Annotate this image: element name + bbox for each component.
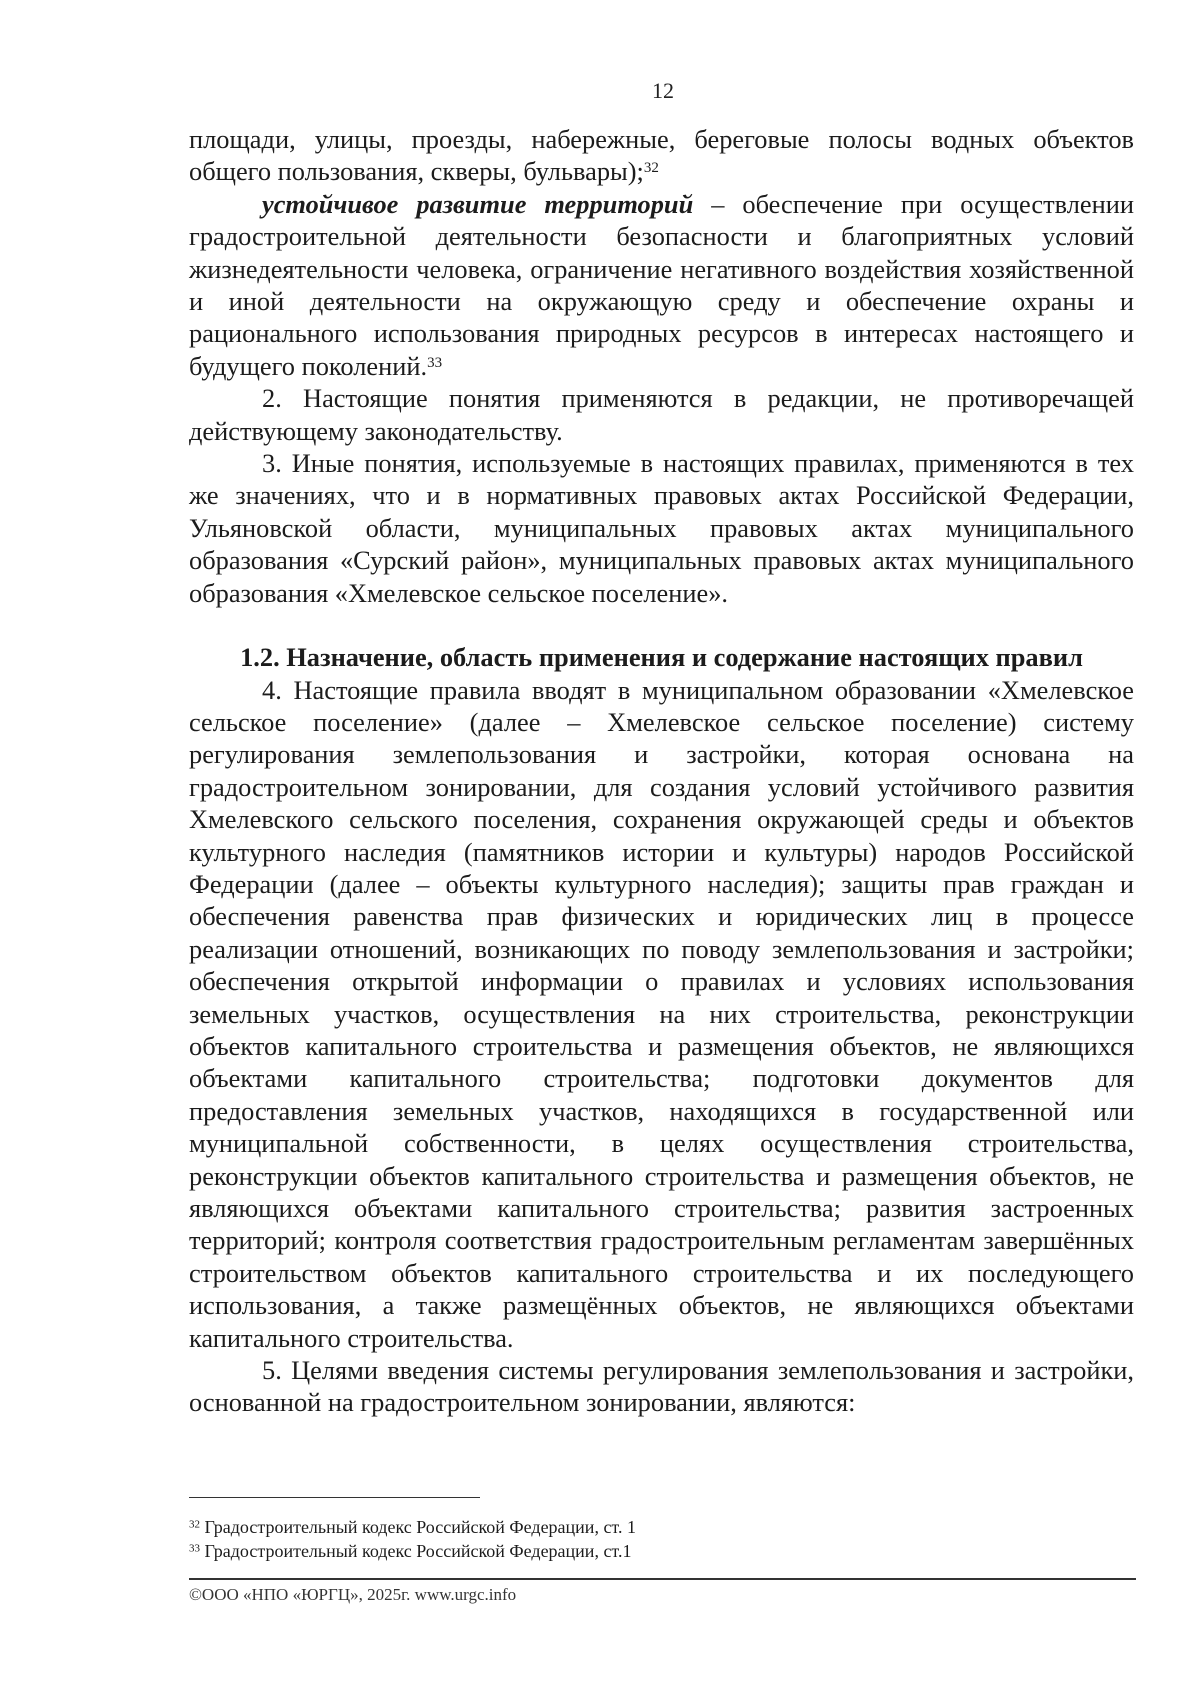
footnotes <box>189 1515 1134 1563</box>
footnote-33 <box>189 1539 1134 1563</box>
paragraph-4: 4. Настоящие правила вводят в муниципальном образовании «Хмелевское сельское поселение» (далее – Хмелевское сельское поселение) систему регулирования землепользования и застройки, которая основана на градостроительном зонировании, для создания условий устойчивого развития Хмелевского сельского поселения, сохранения окружающей среды и объектов культурного наследия (памятников истории и культуры) народов Российской Федерации (далее – объекты культурного наследия); защиты прав граждан и обеспечения равенства прав физических и юридических лиц в процессе реализации отношений, возникающих по поводу землепользования и застройки; обеспечения открытой информации о правилах и условиях использования земельных участков, осуществления на них строительства, реконструкции объектов капитального строительства и размещения объектов, не являющихся объектами капитального строительства; подготовки документов для предоставления земельных участков, находящихся в государственной или муниципальной собственности, в целях осуществления строительства, реконструкции объектов капитального строительства и размещения объектов, не являющихся объектами капитального строительства; развития застроенных территорий; контроля соответствия градостроительным регламентам завершённых строительством объектов капитального строительства и их последующего использования, а также размещённых объектов, не являющихся объектами капитального строительства. <box>189 674 1134 1353</box>
footnote-number: 32 <box>189 1518 200 1531</box>
footnote-32 <box>189 1515 1134 1539</box>
document-body <box>189 123 1134 1419</box>
paragraph-definition-public-areas <box>189 123 1134 188</box>
paragraph-2: 2. Настоящие понятия применяются в редакции, не противоречащей действующему законодательству. <box>189 383 1134 446</box>
footnote-number: 33 <box>189 1542 200 1555</box>
footer-separator <box>189 1578 1136 1580</box>
footnote-ref[interactable]: 32 <box>643 160 659 177</box>
footer-copyright: ©ООО «НПО «ЮРГЦ», 2025г. www.urgc.info <box>189 1585 517 1604</box>
definition-text: – обеспечение при осуществлении градостроительной деятельности безопасности и благоприятных условий жизнедеятельности человека, ограничение негативного воздействия хозяйственной и иной деятельности на окружающую среду и обеспечение охраны и рационального использования природных ресурсов в интересах настоящего и будущего поколений. <box>189 188 1134 381</box>
footnote-ref[interactable]: 33 <box>427 354 443 371</box>
defined-term: устойчивое развитие территорий <box>262 188 694 219</box>
section-heading: 1.2. Назначение, область применения и содержание настоящих правил <box>240 642 1083 673</box>
footnote-text: Градостроительный кодекс Российской Федерации, ст. 1 <box>204 1517 636 1537</box>
paragraph-5: 5. Целями введения системы регулирования землепользования и застройки, основанной на градостроительном зонировании, являются: <box>189 1355 1134 1418</box>
footnote-text: Градостроительный кодекс Российской Федерации, ст.1 <box>204 1541 632 1561</box>
footnote-separator <box>189 1497 480 1498</box>
paragraph-text: площади, улицы, проезды, набережные, береговые полосы водных объектов общего пользования, скверы, бульвары); <box>189 124 1134 187</box>
page-number: 12 <box>652 78 674 103</box>
paragraph-definition-sustainable-development <box>189 188 1134 382</box>
paragraph-3: 3. Иные понятия, используемые в настоящих правилах, применяются в тех же значениях, что и в нормативных правовых актах Российской Федерации, Ульяновской области, муниципальных правовых актах муниципального образования «Сурский район», муниципальных правовых актах муниципального образования «Хмелевское сельское поселение». <box>189 448 1134 608</box>
